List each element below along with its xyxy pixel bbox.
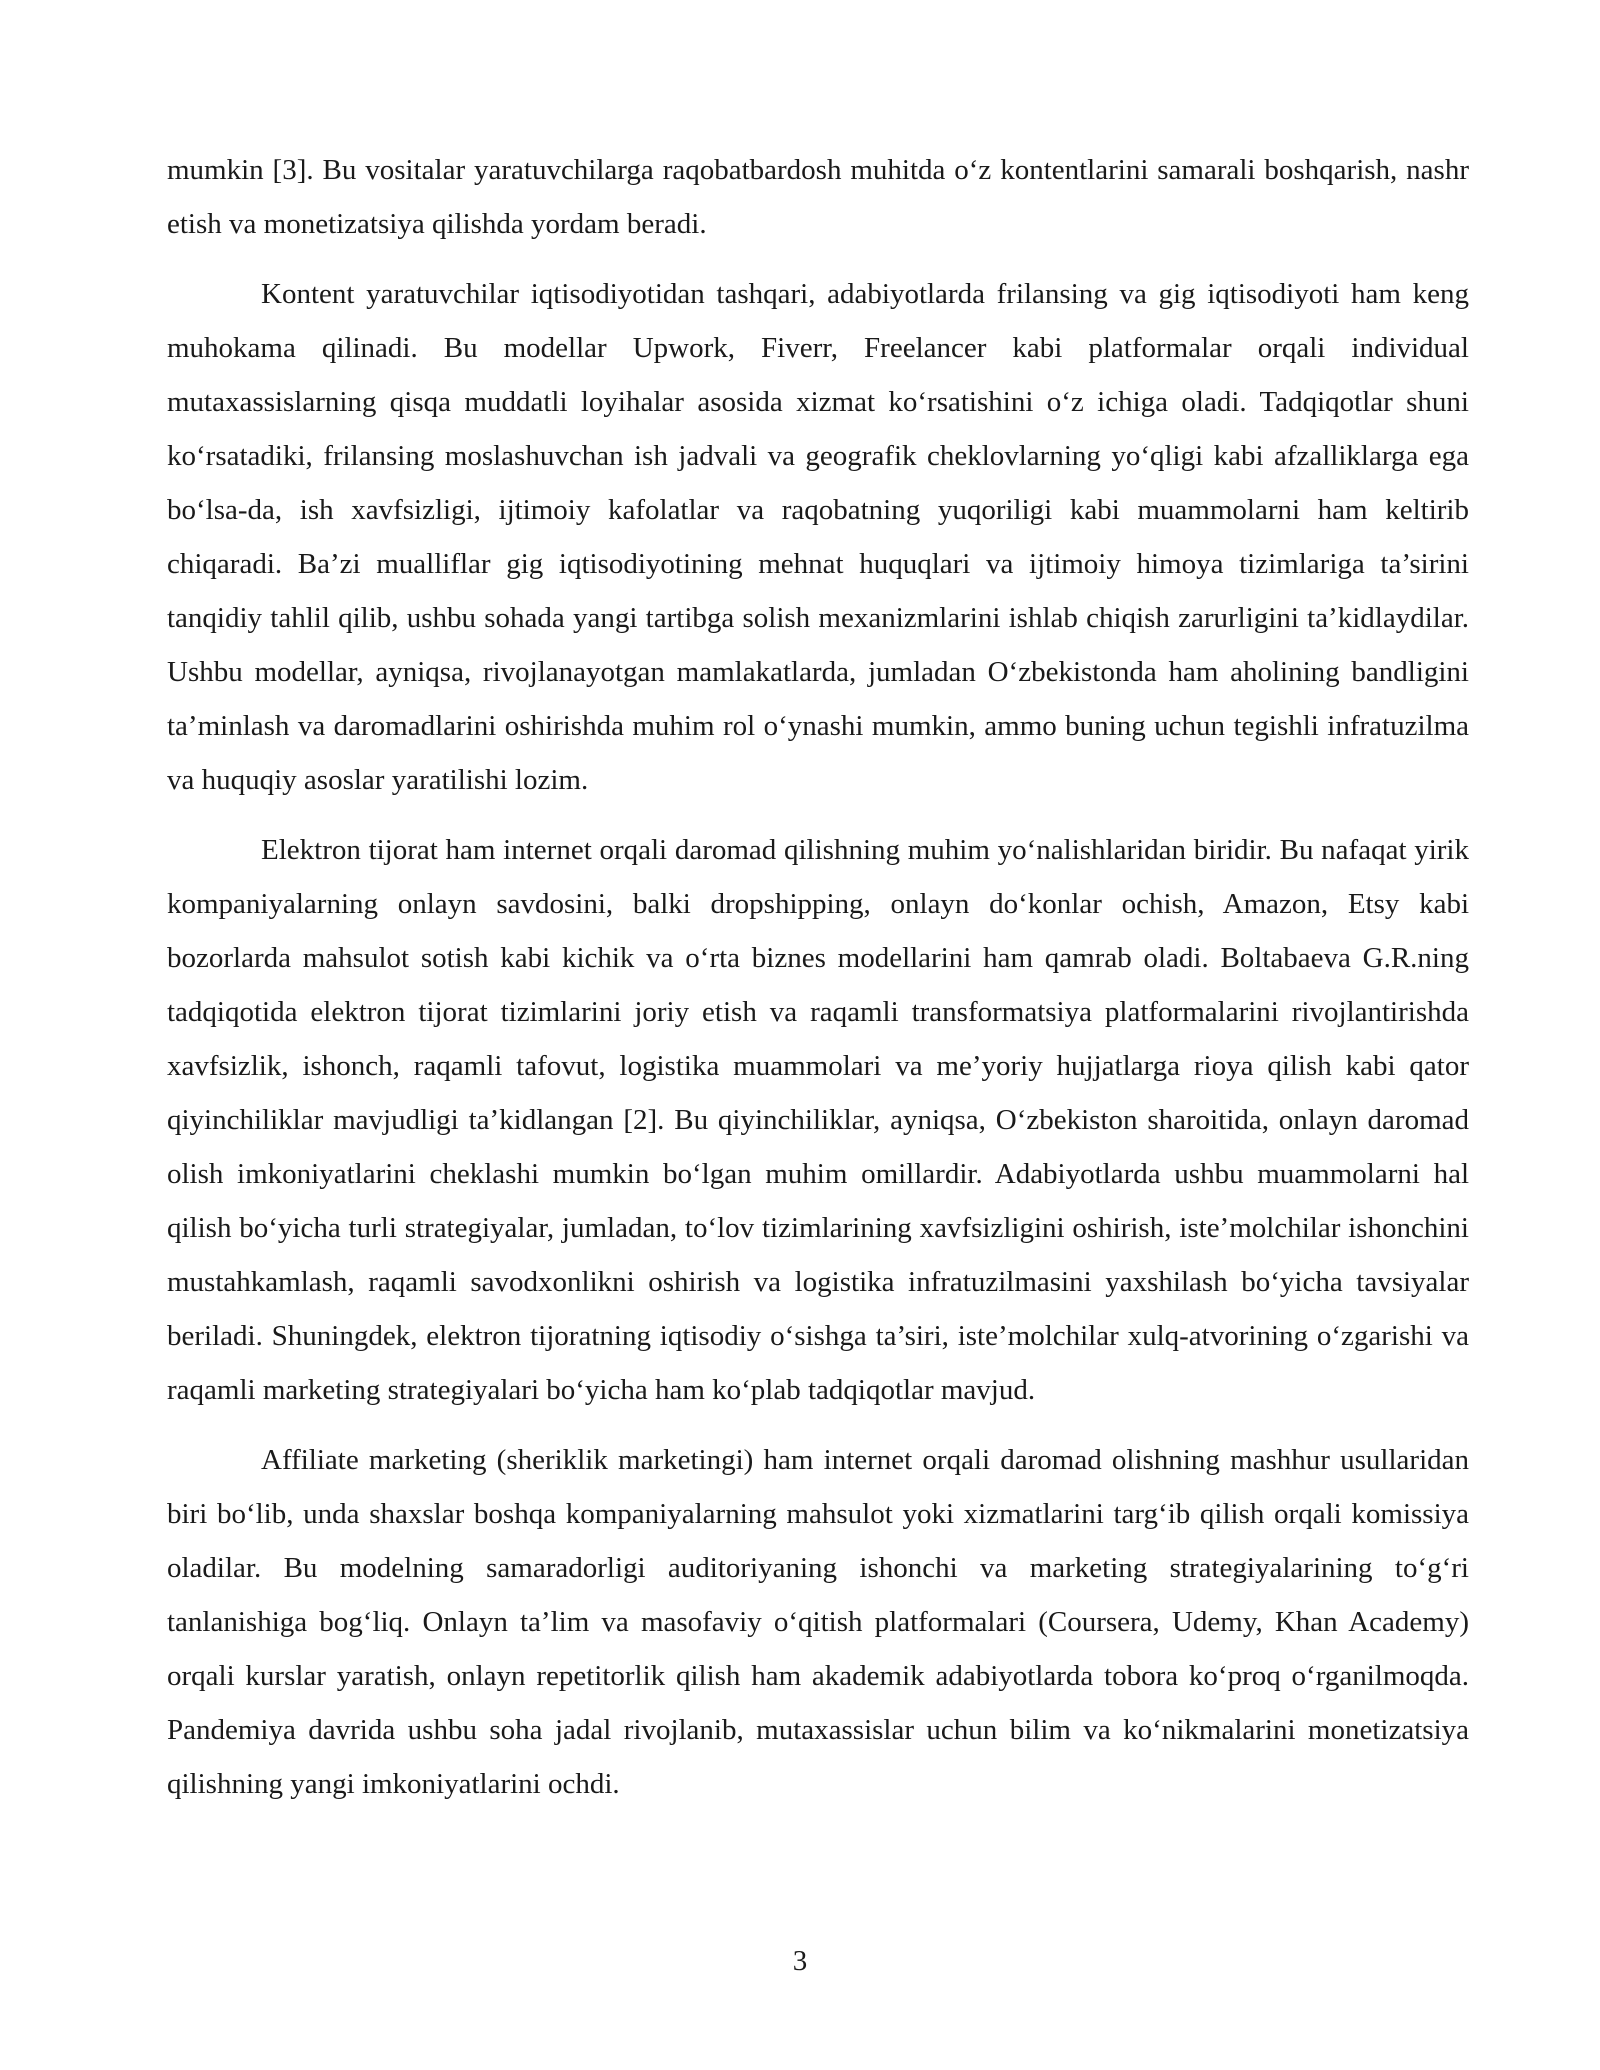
paragraph-3: Elektron tijorat ham internet orqali daromad qilishning muhim yo‘nalishlaridan biridir. Bu nafaqat yirik kompaniyalarning onlayn savdosini, balki dropshipping, onlayn do‘konlar ochish, Amazon, Etsy kabi bozorlarda mahsulot sotish kabi kichik va o‘rta biznes modellarini ham qamrab oladi. Boltabaeva G.R.ning tadqiqotida elektron tijorat tizimlarini joriy etish va raqamli transformatsiya platformalarini rivojlantirishda xavfsizlik, ishonch, raqamli tafovut, logistika muammolari va me’yoriy hujjatlarga rioya qilish kabi qator qiyinchiliklar mavjudligi ta’kidlangan [2]. Bu qiyinchiliklar, ayniqsa, O‘zbekiston sharoitida, onlayn daromad olish imkoniyatlarini cheklashi mumkin bo‘lgan muhim omillardir. Adabiyotlarda ushbu muammolarni hal qilish bo‘yicha turli strategiyalar, jumladan, to‘lov tizimlarining xavfsizligini oshirish, iste’molchilar ishonchini mustahkamlash, raqamli savodxonlikni oshirish va logistika infratuzilmasini yaxshilash bo‘yicha tavsiyalar beriladi. Shuningdek, elektron tijoratning iqtisodiy o‘sishga ta’siri, iste’molchilar xulq-atvorining o‘zgarishi va raqamli marketing strategiyalari bo‘yicha ham ko‘plab tadqiqotlar mavjud. bbox=[167, 834, 1469, 1406]
document-body bbox=[167, 143, 1469, 1827]
paragraph-4: Affiliate marketing (sheriklik marketingi) ham internet orqali daromad olishning mashhur usullaridan biri bo‘lib, unda shaxslar boshqa kompaniyalarning mahsulot yoki xizmatlarini targ‘ib qilish orqali komissiya oladilar. Bu modelning samaradorligi auditoriyaning ishonchi va marketing strategiyalarining to‘g‘ri tanlanishiga bog‘liq. Onlayn ta’lim va masofaviy o‘qitish platformalari (Coursera, Udemy, Khan Academy) orqali kurslar yaratish, onlayn repetitorlik qilish ham akademik adabiyotlarda tobora ko‘proq o‘rganilmoqda. Pandemiya davrida ushbu soha jadal rivojlanib, mutaxassislar uchun bilim va ko‘nikmalarini monetizatsiya qilishning yangi imkoniyatlarini ochdi. bbox=[167, 1444, 1469, 1800]
page-number: 3 bbox=[792, 1945, 808, 1977]
paragraph-2: Kontent yaratuvchilar iqtisodiyotidan tashqari, adabiyotlarda frilansing va gig iqtisodiyoti ham keng muhokama qilinadi. Bu modellar Upwork, Fiverr, Freelancer kabi platformalar orqali individual mutaxassislarning qisqa muddatli loyihalar asosida xizmat ko‘rsatishini o‘z ichiga oladi. Tadqiqotlar shuni ko‘rsatadiki, frilansing moslashuvchan ish jadvali va geografik cheklovlarning yo‘qligi kabi afzalliklarga ega bo‘lsa-da, ish xavfsizligi, ijtimoiy kafolatlar va raqobatning yuqoriligi kabi muammolarni ham keltirib chiqaradi. Ba’zi mualliflar gig iqtisodiyotining mehnat huquqlari va ijtimoiy himoya tizimlariga ta’sirini tanqidiy tahlil qilib, ushbu sohada yangi tartibga solish mexanizmlarini ishlab chiqish zarurligini ta’kidlaydilar. Ushbu modellar, ayniqsa, rivojlanayotgan mamlakatlarda, jumladan O‘zbekistonda ham aholining bandligini ta’minlash va daromadlarini oshirishda muhim rol o‘ynashi mumkin, ammo buning uchun tegishli infratuzilma va huquqiy asoslar yaratilishi lozim. bbox=[167, 278, 1469, 796]
paragraph-1: mumkin [3]. Bu vositalar yaratuvchilarga raqobatbardosh muhitda o‘z kontentlarini samarali boshqarish, nashr etish va monetizatsiya qilishda yordam beradi. bbox=[167, 154, 1469, 240]
